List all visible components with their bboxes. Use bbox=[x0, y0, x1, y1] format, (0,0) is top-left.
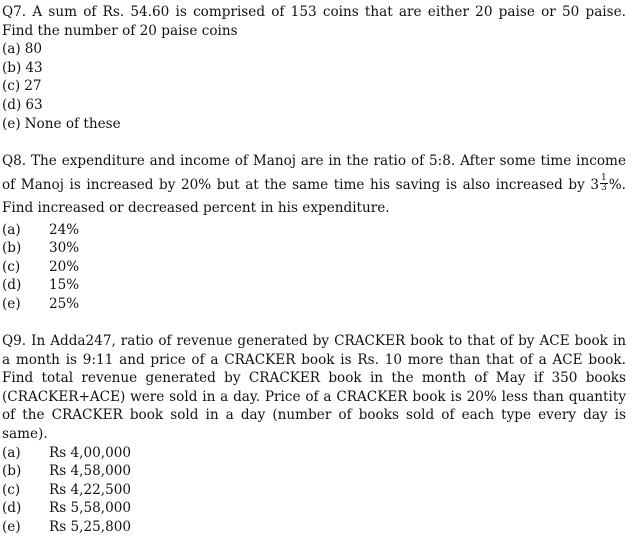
question-7-text: Q7. A sum of Rs. 54.60 is comprised of 153 coins that are either 20 paise or 50 paise. Find the number of 20 paise coins bbox=[2, 4, 626, 39]
question-9-option-c bbox=[2, 481, 626, 500]
question-8-option-d bbox=[2, 276, 626, 295]
option-label: (e) bbox=[2, 295, 21, 312]
question-8 bbox=[2, 150, 626, 313]
option-value: 43 bbox=[25, 59, 43, 76]
option-value: 15% bbox=[49, 277, 80, 294]
question-7-option-a bbox=[2, 40, 626, 59]
question-9-text: Q9. In Adda247, ratio of revenue generated by CRACKER book to that of by ACE book in a month is 9:11 and price of a CRACKER book is Rs. 10 more than that of a ACE book. Find total revenue generated by CRACKER book in the month of May if 350 books (CRACKER+ACE) were sold in a day. Price of a CRACKER book is 20% less than quantity of the CRACKER book sold in a day (number of books sold of each type every day is same). bbox=[2, 333, 626, 442]
question-9-option-a bbox=[2, 444, 626, 463]
question-8-option-e bbox=[2, 295, 626, 314]
option-value: 80 bbox=[24, 41, 43, 58]
question-9-options bbox=[2, 444, 626, 537]
option-value: 20% bbox=[49, 258, 80, 275]
option-label: (d) bbox=[2, 96, 22, 113]
option-value: 30% bbox=[49, 240, 80, 257]
question-7-option-b bbox=[2, 59, 626, 78]
option-value: 63 bbox=[25, 96, 43, 113]
question-7-option-d bbox=[2, 96, 626, 115]
option-value: Rs 5,58,000 bbox=[49, 500, 132, 517]
option-label: (b) bbox=[2, 240, 22, 257]
option-label: (e) bbox=[2, 518, 21, 535]
option-label: (c) bbox=[2, 78, 21, 95]
question-8-options bbox=[2, 221, 626, 314]
question-9-option-d bbox=[2, 499, 626, 518]
option-label: (c) bbox=[2, 258, 21, 275]
option-label: (b) bbox=[2, 59, 22, 76]
question-7-options bbox=[2, 40, 626, 133]
question-8-option-c bbox=[2, 258, 626, 277]
option-label: (e) bbox=[2, 115, 21, 132]
option-value: None of these bbox=[24, 115, 121, 132]
question-8-text-before: Q8. The expenditure and income of Manoj are in the ratio of 5:8. After some time income of Manoj is increased by 20% but at the same time his saving is also increased by 3 bbox=[2, 153, 626, 193]
fraction bbox=[600, 174, 608, 193]
option-value: 24% bbox=[49, 221, 80, 238]
option-label: (a) bbox=[2, 444, 21, 461]
question-7-option-e bbox=[2, 115, 626, 134]
question-9-option-e bbox=[2, 518, 626, 537]
question-9-option-b bbox=[2, 462, 626, 481]
question-7-option-c bbox=[2, 77, 626, 96]
question-8-option-a bbox=[2, 221, 626, 240]
option-label: (d) bbox=[2, 277, 22, 294]
option-value: Rs 4,00,000 bbox=[49, 444, 132, 461]
option-value: Rs 4,22,500 bbox=[49, 481, 132, 498]
question-8-option-b bbox=[2, 239, 626, 258]
option-value: Rs 5,25,800 bbox=[49, 518, 132, 535]
question-8-text bbox=[2, 150, 626, 221]
question-8-text-after: %. Find increased or decreased percent in his expenditure. bbox=[2, 176, 626, 216]
option-label: (a) bbox=[2, 41, 21, 58]
option-value: 25% bbox=[49, 295, 80, 312]
option-label: (d) bbox=[2, 500, 22, 517]
fraction-denominator: 3 bbox=[601, 182, 607, 193]
option-label: (a) bbox=[2, 221, 21, 238]
option-label: (b) bbox=[2, 463, 22, 480]
option-label: (c) bbox=[2, 481, 21, 498]
option-value: Rs 4,58,000 bbox=[49, 463, 132, 480]
option-value: 27 bbox=[24, 78, 42, 95]
question-9 bbox=[2, 329, 626, 537]
question-7 bbox=[2, 0, 626, 133]
fraction-numerator: 1 bbox=[601, 172, 607, 183]
